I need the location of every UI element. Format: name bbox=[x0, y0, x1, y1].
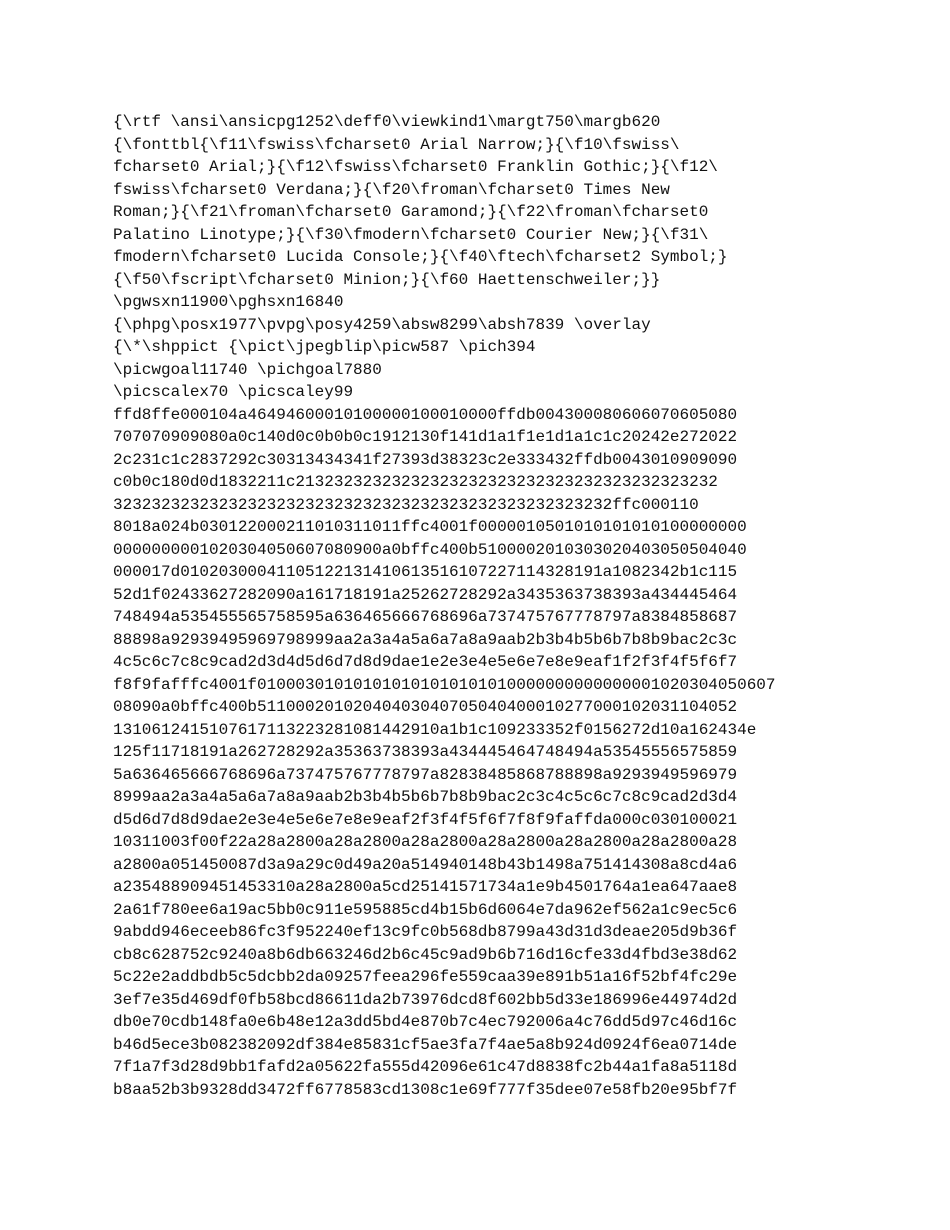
text-line: {\fonttbl{\f11\fswiss\fcharset0 Arial Narrow;}{\f10\fswiss\ bbox=[113, 135, 680, 154]
rtf-source-text bbox=[113, 111, 853, 1101]
text-line: 125f11718191a262728292a35363738393a434445464748494a53545556575859 bbox=[113, 743, 738, 761]
text-line: cb8c628752c9240a8b6db663246d2b6c45c9ad9b6b716d16cfe33d4fbd3e38d62 bbox=[113, 945, 738, 964]
text-line: 52d1f02433627282090a161718191a25262728292a3435363738393a434445464 bbox=[113, 585, 738, 604]
text-line: 5a636465666768696a737475767778797a82838485868788898a9293949596979 bbox=[113, 765, 738, 784]
text-line: a235488909451453310a28a2800a5cd25141571734a1e9b4501764a1ea647aae8 bbox=[113, 878, 738, 896]
text-line: 8018a024b030122000211010311011ffc4001f0000010501010101010100000000 bbox=[113, 518, 747, 536]
text-line: Roman;}{\f21\froman\fcharset0 Garamond;}{\f22\froman\fcharset0 bbox=[113, 203, 709, 221]
text-line: 707070909080a0c140d0c0b0b0c1912130f141d1a1f1e1d1a1c1c20242e272022 bbox=[113, 428, 738, 446]
text-line: 000017d01020300041105122131410613516107227114328191a1082342b1c115 bbox=[113, 563, 738, 581]
text-line: 9abdd946eceeb86fc3f952240ef13c9fc0b568db8799a43d31d3deae205d9b36f bbox=[113, 923, 738, 941]
text-line: 3ef7e35d469df0fb58bcd86611da2b73976dcd8f602bb5d33e186996e44974d2d bbox=[113, 990, 738, 1009]
text-line: 4c5c6c7c8c9cad2d3d4d5d6d7d8d9dae1e2e3e4e5e6e7e8e9eaf1f2f3f4f5f6f7 bbox=[113, 653, 738, 671]
text-line: 748494a535455565758595a636465666768696a737475767778797a8384858687 bbox=[113, 608, 738, 626]
text-line: {\*\shppict {\pict\jpegblip\picw587 \pich394 bbox=[113, 338, 536, 356]
text-line: fcharset0 Arial;}{\f12\fswiss\fcharset0 Franklin Gothic;}{\f12\ bbox=[113, 158, 718, 176]
text-line: 8999aa2a3a4a5a6a7a8a9aab2b3b4b5b6b7b8b9bac2c3c4c5c6c7c8c9cad2d3d4 bbox=[113, 788, 738, 806]
text-line: fmodern\fcharset0 Lucida Console;}{\f40\ftech\fcharset2 Symbol;} bbox=[113, 248, 728, 266]
text-line: 2c231c1c2837292c30313434341f27393d38323c2e333432ffdb0043010909090 bbox=[113, 450, 738, 469]
text-line: {\rtf \ansi\ansicpg1252\deff0\viewkind1\margt750\margb620 bbox=[113, 113, 661, 131]
text-line: b8aa52b3b9328dd3472ff6778583cd1308c1e69f777f35dee07e58fb20e95bf7f bbox=[113, 1080, 738, 1099]
text-line: 3232323232323232323232323232323232323232323232323232ffc000110 bbox=[113, 495, 699, 514]
text-line: 10311003f00f22a28a2800a28a2800a28a2800a28a2800a28a2800a28a2800a28 bbox=[113, 833, 738, 851]
text-line: {\f50\fscript\fcharset0 Minion;}{\f60 Haettenschweiler;}} bbox=[113, 270, 661, 289]
text-line: b46d5ece3b082382092df384e85831cf5ae3fa7f4ae5a8b924d0924f6ea0714de bbox=[113, 1035, 738, 1054]
text-line: 88898a92939495969798999aa2a3a4a5a6a7a8a9aab2b3b4b5b6b7b8b9bac2c3c bbox=[113, 630, 738, 649]
text-line: f8f9fafffc4001f010003010101010101010101010000000000000001020304050607 bbox=[113, 675, 776, 694]
text-line: 2a61f780ee6a19ac5bb0c911e595885cd4b15b6d6064e7da962ef562a1c9ec5c6 bbox=[113, 900, 738, 919]
text-line: 08090a0bffc400b51100020102040403040705040400010277000102031104052 bbox=[113, 698, 738, 716]
text-line: \picscalex70 \picscaley99 bbox=[113, 383, 354, 401]
text-line: d5d6d7d8d9dae2e3e4e5e6e7e8e9eaf2f3f4f5f6f7f8f9faffda000c030100021 bbox=[113, 810, 738, 829]
text-line: 7f1a7f3d28d9bb1fafd2a05622fa555d42096e61c47d8838fc2b44a1fa8a5118d bbox=[113, 1058, 738, 1076]
text-line: ffd8ffe000104a46494600010100000100010000ffdb004300080606070605080 bbox=[113, 405, 738, 424]
text-line: 0000000001020304050607080900a0bffc400b5100002010303020403050504040 bbox=[113, 540, 747, 559]
text-line: \picwgoal11740 \pichgoal7880 bbox=[113, 360, 382, 379]
text-line: c0b0c180d0d1832211c21323232323232323232323232323232323232323232 bbox=[113, 473, 718, 491]
text-line: 5c22e2addbdb5c5dcbb2da09257feea296fe559caa39e891b51a16f52bf4fc29e bbox=[113, 968, 738, 986]
text-line: 1310612415107617113223281081442910a1b1c109233352f0156272d10a162434e bbox=[113, 720, 757, 739]
text-line: db0e70cdb148fa0e6b48e12a3dd5bd4e870b7c4ec792006a4c76dd5d97c46d16c bbox=[113, 1013, 738, 1031]
text-line: a2800a051450087d3a9a29c0d49a20a514940148b43b1498a751414308a8cd4a6 bbox=[113, 855, 738, 874]
text-line: fswiss\fcharset0 Verdana;}{\f20\froman\fcharset0 Times New bbox=[113, 180, 670, 199]
text-line: \pgwsxn11900\pghsxn16840 bbox=[113, 293, 344, 311]
text-line: {\phpg\posx1977\pvpg\posy4259\absw8299\absh7839 \overlay bbox=[113, 315, 651, 334]
text-line: Palatino Linotype;}{\f30\fmodern\fcharset0 Courier New;}{\f31\ bbox=[113, 225, 709, 244]
